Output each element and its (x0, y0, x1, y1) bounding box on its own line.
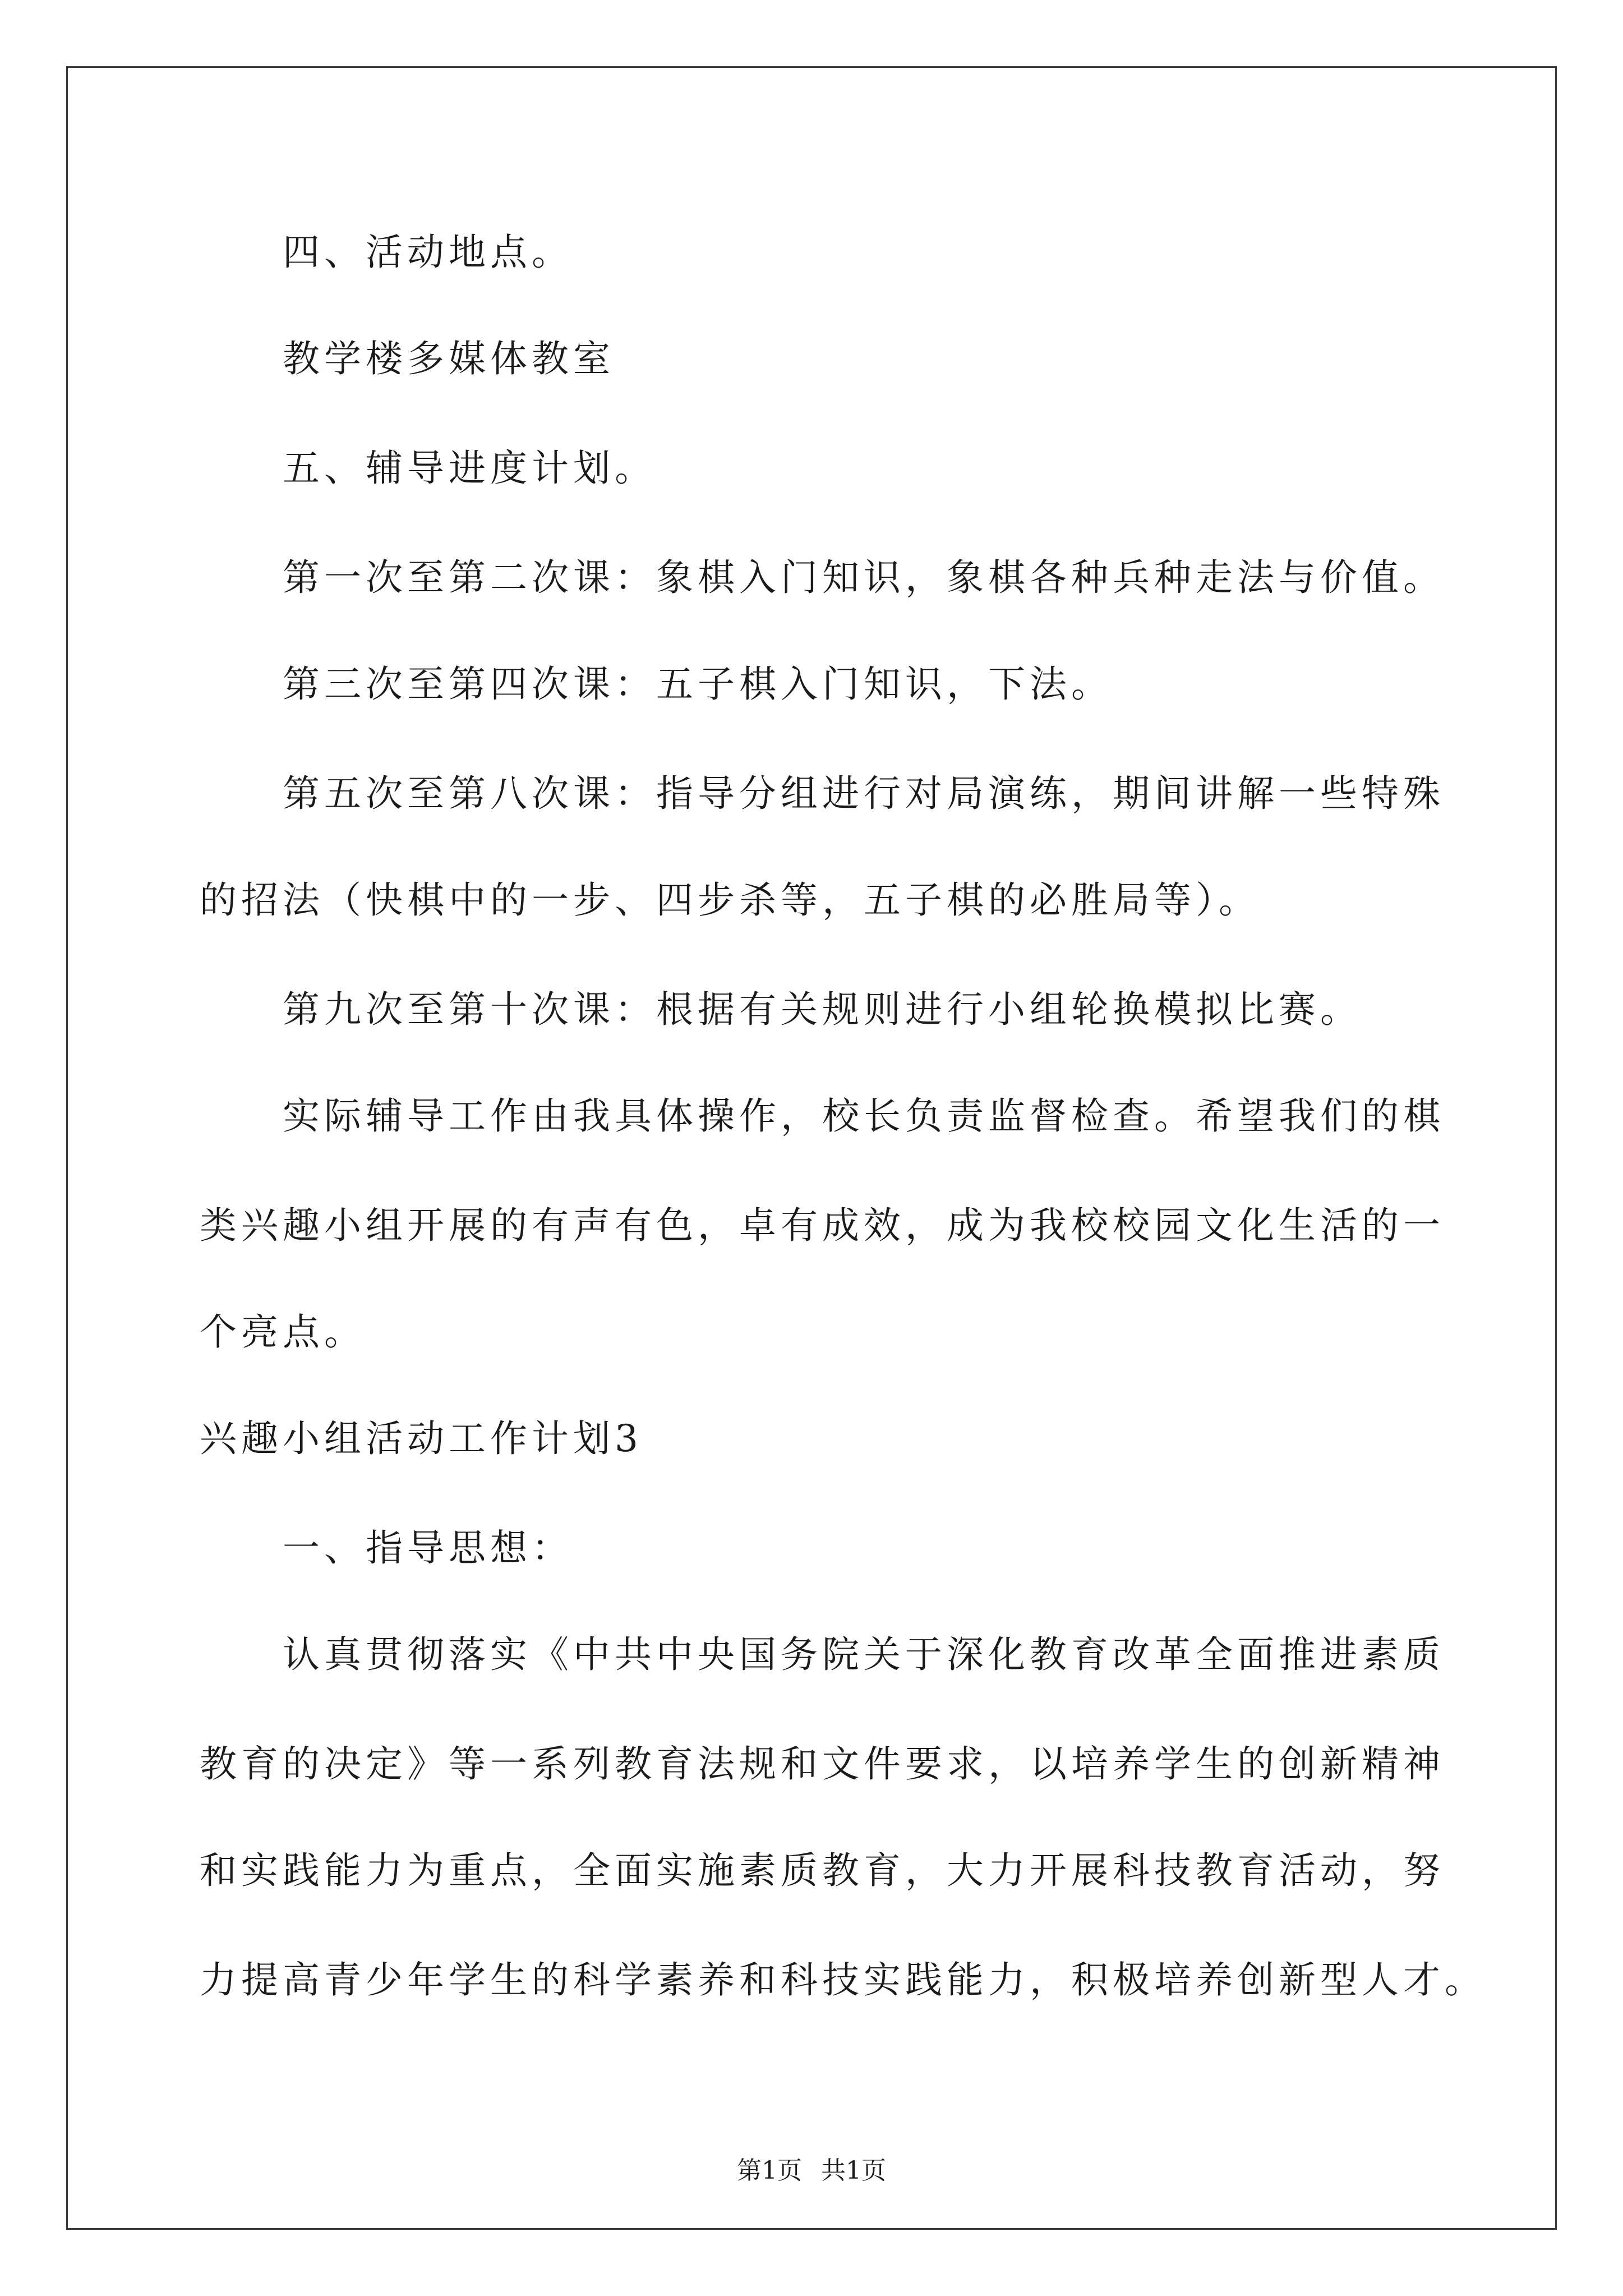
text-line: 五、辅导进度计划。 (283, 447, 656, 490)
text-line: 教学楼多媒体教室 (283, 337, 615, 380)
text-line: 力提高青少年学生的科学素养和科技实践能力，积极培养创新型人才。 (200, 1958, 1486, 2001)
page-footer (0, 2155, 1623, 2187)
text-line: 教育的决定》等一系列教育法规和文件要求，以培养学生的创新精神 (200, 1742, 1445, 1786)
text-line: 第九次至第十次课：根据有关规则进行小组轮换模拟比赛。 (283, 988, 1362, 1031)
text-line: 认真贯彻落实《中共中央国务院关于深化教育改革全面推进素质 (283, 1633, 1445, 1676)
text-line: 第五次至第八次课：指导分组进行对局演练，期间讲解一些特殊 (283, 772, 1445, 815)
text-line: 实际辅导工作由我具体操作，校长负责监督检查。希望我们的棋 (283, 1094, 1445, 1138)
page-border (66, 66, 1557, 2230)
text-line: 的招法（快棋中的一步、四步杀等，五子棋的必胜局等）。 (200, 878, 1260, 922)
text-line: 四、活动地点。 (283, 231, 573, 274)
text-line: 和实践能力为重点，全面实施素质教育，大力开展科技教育活动，努 (200, 1849, 1445, 1892)
text-line: 类兴趣小组开展的有声有色，卓有成效，成为我校校园文化生活的一 (200, 1204, 1445, 1247)
text-line: 个亮点。 (200, 1310, 366, 1354)
text-line: 第三次至第四次课：五子棋入门知识，下法。 (283, 662, 1113, 706)
text-line: 一、指导思想： (283, 1526, 573, 1570)
text-line: 第一次至第二次课：象棋入门知识，象棋各种兵种走法与价值。 (283, 556, 1445, 599)
page-total: 共1页 (821, 2156, 886, 2185)
section-heading: 兴趣小组活动工作计划3 (200, 1417, 643, 1460)
page-number: 第1页 (737, 2156, 802, 2185)
